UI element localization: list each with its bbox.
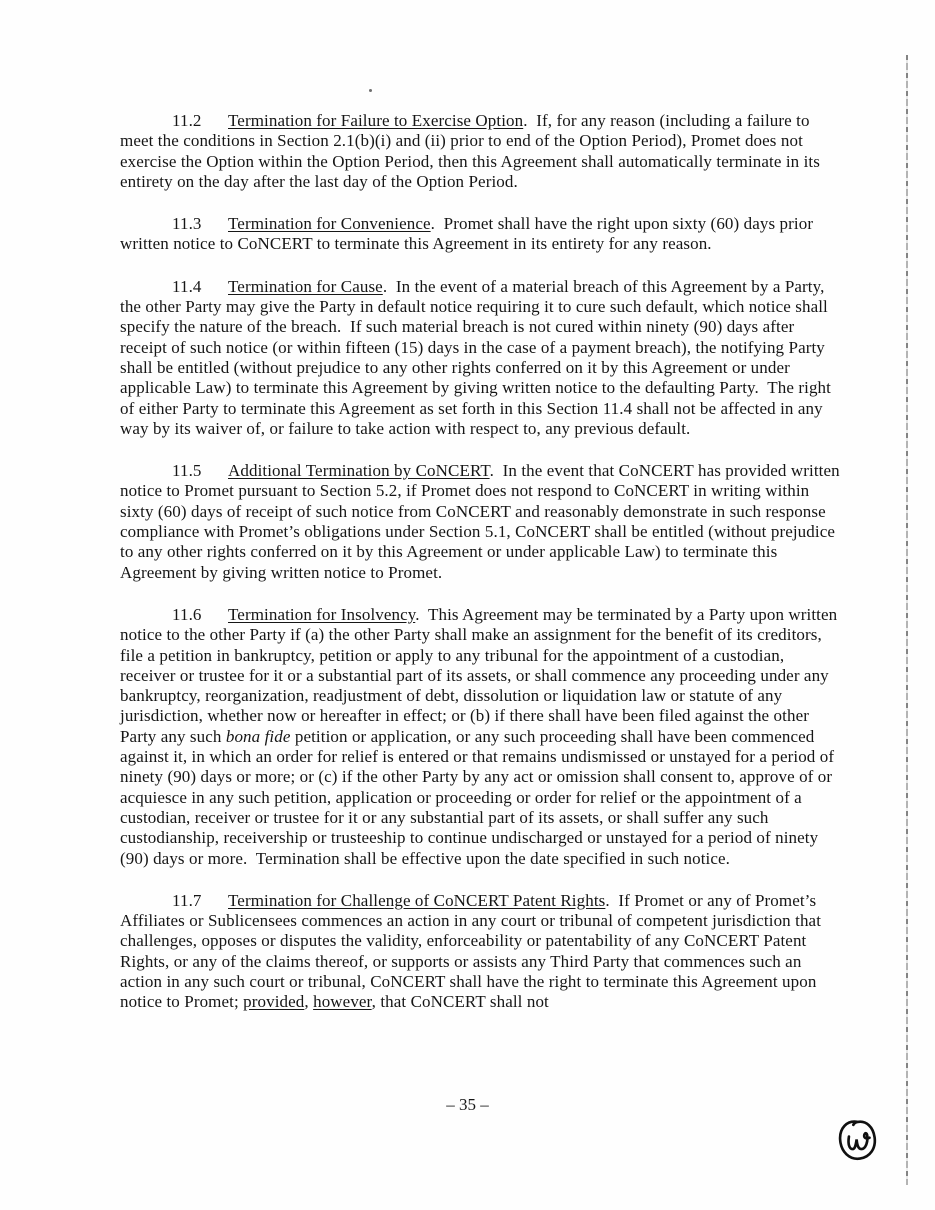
section-heading: Termination for Failure to Exercise Option xyxy=(228,111,524,130)
section-number: 11.3 xyxy=(172,214,202,234)
text-segment: . Promet shall have the right upon sixty (60) days prior written notice to CoNCERT to terminate this Agreement in its entirety for any reason. xyxy=(120,214,814,254)
text-segment: provided xyxy=(243,992,305,1012)
section-number: 11.5 xyxy=(172,461,202,481)
paragraph-11.5 xyxy=(120,461,842,583)
text-segment: , that CoNCERT shall not xyxy=(371,992,549,1012)
text-segment: . In the event of a material breach of this Agreement by a Party, the other Party may give the Party in default notice requiring it to cure such default, which notice shall specify the nature of the breach. If such material breach is not cured within ninety (90) days after receipt of such notice (or within fifteen (15) days in the case of a payment breach), the notifying Party shall be entitled (without prejudice to any other rights conferred on it by this Agreement or under applicable Law) to terminate this Agreement by giving written notice to the defaulting Party. The right of either Party to terminate this Agreement as set forth in this Section 11.4 shall not be affected in any way by its waiver of, or failure to take action with respect to, any previous default. xyxy=(120,276,831,438)
text-segment: . In the event that CoNCERT has provided written notice to Promet pursuant to Section 5.2, if Promet does not respond to CoNCERT in writing within sixty (60) days of receipt of such notice from CoNCERT and reasonably demonstrate in such response compliance with Promet’s obligations under Section 5.1, CoNCERT shall be entitled (without prejudice to any other rights conferred on it by this Agreement or under applicable Law) to terminate this Agreement by giving written notice to Promet. xyxy=(120,461,840,582)
section-number: 11.2 xyxy=(172,111,202,130)
scan-noise-speck xyxy=(369,89,372,92)
handwritten-initials-stamp-icon xyxy=(835,1116,879,1166)
text-segment: . If, for any reason (including a failure to meet the conditions in Section 2.1(b)(i) and (ii) prior to end of the Option Period), Promet does not exercise the Option within the Option Period, then this Agreement shall automatically terminate in its entirety on the day after the last day of the Option Period. xyxy=(120,111,820,191)
text-segment: however xyxy=(313,992,372,1012)
section-heading: Additional Termination by CoNCERT xyxy=(228,461,490,481)
section-number: 11.7 xyxy=(172,890,202,910)
section-heading: Termination for Challenge of CoNCERT Patent Rights xyxy=(228,890,606,910)
text-segment: . If Promet or any of Promet’s Affiliates or Sublicensees commences an action in any court or tribunal of competent jurisdiction that challenges, opposes or disputes the validity, enforceability or patentability of any CoNCERT Patent Rights, or any of the claims thereof, or supports or assists any Third Party that commences such an action in any such court or tribunal, CoNCERT shall have the right to terminate this Agreement upon notice to Promet; xyxy=(120,890,822,1012)
text-segment: petition or application, or any such proceeding shall have been commenced against it, in which an order for relief is entered or that remains undismissed or unstayed for a period of ninety (90) days or more; or (c) if the other Party by any act or omission shall consent to, approve of or acquiesce in any such petition, application or proceeding or order for relief or the appointment of a custodian, receiver or trustee for it or any substantial part of its assets, or shall suffer any such custodianship, receivership or trusteeship to continue undischarged or unstayed for a period of ninety (90) days or more. Termination shall be effective upon the date specified in such notice. xyxy=(120,726,835,868)
page-number: – 35 – xyxy=(446,1095,489,1114)
paragraph-11.4 xyxy=(120,277,842,439)
document-body xyxy=(120,111,842,1035)
section-number: 11.6 xyxy=(172,604,202,624)
text-segment: . This Agreement may be terminated by a Party upon written notice to the other Party if (a) the other Party shall make an assignment for the benefit of its creditors, file a petition in bankruptcy, petition or apply to any tribunal for the appointment of a custodian, receiver or trustee for it or a substantial part of its assets, or shall commence any proceeding under any bankruptcy, reorganization, readjustment of debt, dissolution or liquidation law or statute of any jurisdiction, whether now or hereafter in effect; or (b) if there shall have been filed against the other Party any such xyxy=(120,604,838,746)
paragraph-11.3 xyxy=(120,214,842,255)
text-segment: , xyxy=(304,992,314,1012)
section-heading: Termination for Cause xyxy=(228,276,383,296)
section-heading: Termination for Convenience xyxy=(228,214,431,234)
section-number: 11.4 xyxy=(172,276,202,296)
text-segment: bona fide xyxy=(225,726,291,746)
section-heading: Termination for Insolvency xyxy=(228,604,416,624)
paragraph-11.7 xyxy=(120,891,842,1013)
paragraph-11.2 xyxy=(120,111,842,192)
paragraph-11.6 xyxy=(120,605,842,869)
scan-edge-line xyxy=(906,55,908,1185)
